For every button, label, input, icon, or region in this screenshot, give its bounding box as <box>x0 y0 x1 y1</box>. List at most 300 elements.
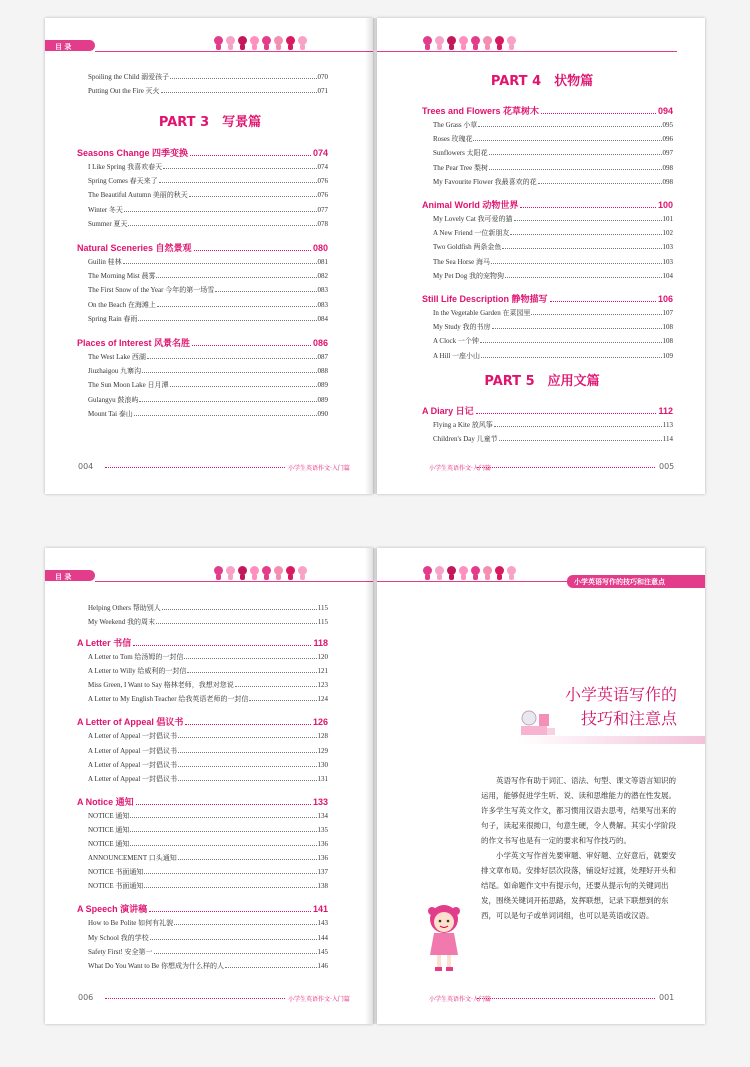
kid-figure <box>237 36 248 50</box>
paragraph: 英语写作有助于词汇、语法、句型、课文等语言知识的运用，能够促进学生听、说、读和思维能力的潜在性发展。许多学生写英文作文，都习惯用汉语去思考，结果写出来的句子，读起来很拗口，句意生硬，令人费解。其实小学阶段的作文书写也是有一定的要求和写作技巧的。 <box>481 776 676 845</box>
kid-figure <box>434 566 445 580</box>
toc-entry-title: Sunflowers 太阳花 <box>433 149 488 158</box>
toc-entry-title: Putting Out the Fire 灭火 <box>88 87 160 95</box>
toc-entry <box>433 214 673 224</box>
kids-decoration <box>213 566 313 582</box>
toc-section-title: A Letter of Appeal 倡议书 <box>77 717 184 728</box>
toc-entry-page: 113 <box>662 421 673 429</box>
toc-section-title: Seasons Change 四季变换 <box>77 148 189 158</box>
dot-leader <box>159 182 317 183</box>
toc-entry <box>88 271 328 281</box>
kid-figure <box>273 36 284 50</box>
kids-decoration <box>213 36 313 52</box>
toc-entry-page: 145 <box>317 947 328 956</box>
kid-figure <box>297 566 308 580</box>
toc-entry <box>88 395 328 405</box>
toc-section <box>77 795 328 808</box>
toc-entry-page: 120 <box>317 653 328 661</box>
toc-entry-title: Helping Others 帮助别人 <box>88 604 161 612</box>
dot-leader <box>494 426 662 427</box>
kid-figure <box>285 566 296 580</box>
toc-entry-page: 131 <box>317 774 328 783</box>
toc-tab-label: 目 录 <box>55 573 72 581</box>
toc-entry <box>88 314 328 324</box>
footer-title: 小学生英语作文·入门篇 <box>288 996 350 1003</box>
toc-entry-title: In the Vegetable Garden 在菜园里 <box>433 309 531 317</box>
toc-entry-title: Spoiling the Child 溺爱孩子 <box>88 73 170 81</box>
toc-entry <box>433 134 673 144</box>
dot-leader <box>130 845 316 846</box>
kid-figure <box>422 566 433 580</box>
page-number: 005 <box>659 462 675 471</box>
toc-section-title: A Diary 日记 <box>422 406 474 416</box>
dot-leader <box>476 413 657 414</box>
toc-entry-title: NOTICE 通知 <box>88 825 130 834</box>
toc-entry-title: NOTICE 书面通知 <box>88 882 144 891</box>
toc-entry-page: 107 <box>662 309 673 317</box>
dot-leader <box>187 672 316 673</box>
toc-section-page: 100 <box>657 200 673 210</box>
toc-entry-title: The First Snow of the Year 今年的第一场雪 <box>88 286 215 295</box>
toc-entry-page: 109 <box>662 351 673 360</box>
kid-body <box>288 574 293 580</box>
body-text <box>481 773 677 923</box>
dot-leader <box>174 924 316 925</box>
toc-entry-title: Summer 夏天 <box>88 219 128 228</box>
toc-section-title: Animal World 动物世界 <box>422 200 519 210</box>
dot-leader <box>149 911 311 912</box>
toc-entry-page: 076 <box>317 177 328 186</box>
footer-rule <box>477 998 655 999</box>
kid-figure <box>446 566 457 580</box>
kid-figure <box>470 36 481 50</box>
header-rule <box>377 581 567 582</box>
toc-entry-page: 077 <box>317 205 328 214</box>
chapter-title <box>487 683 677 731</box>
toc-entry-title: The Sea Horse 海马 <box>433 257 490 266</box>
toc-section-page: 118 <box>313 638 328 648</box>
toc-entry <box>433 336 673 346</box>
toc-section-page: 106 <box>657 294 673 304</box>
kid-figure <box>213 36 224 50</box>
toc-entry-title: A New Friend 一位新朋友 <box>433 229 510 238</box>
dot-leader <box>156 277 316 278</box>
dot-leader <box>473 140 661 141</box>
toc-tab-label: 目 录 <box>55 43 72 51</box>
dot-leader <box>502 248 661 249</box>
toc-entry-page: 070 <box>317 73 328 81</box>
page-004 <box>45 18 373 494</box>
toc-section <box>77 902 328 915</box>
dot-leader <box>510 234 661 235</box>
toc-section-title: Natural Sceneries 自然景观 <box>77 243 192 253</box>
toc-entry-title: My Study 我的书房 <box>433 323 491 332</box>
kid-figure <box>470 566 481 580</box>
dot-leader <box>144 887 316 888</box>
toc-entry <box>88 72 328 82</box>
dot-leader <box>163 168 316 169</box>
toc-entry-title: Miss Green, I Want to Say 格林老师，我想对您说 <box>88 681 234 690</box>
toc-section <box>422 292 673 305</box>
kid-body <box>300 44 305 50</box>
part-heading: PART 3 写景篇 <box>158 115 262 130</box>
toc-entry-page: 108 <box>662 337 673 346</box>
toc-entry-title: My School 我的学校 <box>88 933 149 942</box>
dot-leader <box>478 126 661 127</box>
toc-entry-title: Jiuzhaigou 九寨沟 <box>88 367 142 376</box>
toc-entry-title: A Letter of Appeal 一封倡议书 <box>88 732 178 741</box>
toc-entry <box>88 86 328 96</box>
toc-entry <box>88 746 328 756</box>
toc-entry-page: 115 <box>317 618 328 626</box>
toc-entry-page: 102 <box>662 229 673 238</box>
footer-title: 小学生英语作文·入门篇 <box>429 465 491 472</box>
toc-entry-title: The Beautiful Autumn 美丽的秋天 <box>88 191 188 200</box>
kid-figure <box>482 36 493 50</box>
toc-entry-title: Spring Rain 春雨 <box>88 314 138 323</box>
kid-figure <box>261 36 272 50</box>
kid-body <box>497 44 502 50</box>
toc-entry-title: Winter 冬天 <box>88 205 123 214</box>
dot-leader <box>178 737 316 738</box>
kid-body <box>461 574 466 580</box>
dot-leader <box>154 953 317 954</box>
toc-section-page: 112 <box>658 406 673 416</box>
toc-entry-title: A Hill 一座小山 <box>433 351 481 360</box>
toc-entry-title: ANNOUNCEMENT 口头通知 <box>88 854 177 863</box>
dot-leader <box>138 320 316 321</box>
toc-entry <box>88 603 328 613</box>
toc-entry <box>88 811 328 821</box>
dot-leader <box>190 155 311 156</box>
toc-entry <box>88 409 328 419</box>
toc-entry <box>88 300 328 310</box>
toc-section-title: Trees and Flowers 花草树木 <box>422 106 540 116</box>
page-006 <box>45 548 373 1024</box>
page-number: 001 <box>659 993 675 1002</box>
footer-rule <box>477 467 655 468</box>
toc-entry <box>88 947 328 957</box>
toc-section-page: 086 <box>312 338 328 348</box>
page-number: 004 <box>78 462 94 471</box>
toc-section-title: A Notice 通知 <box>77 796 134 807</box>
kid-body <box>264 574 269 580</box>
dot-leader <box>184 658 316 659</box>
toc-entry-page: 089 <box>317 381 328 390</box>
dot-leader <box>157 306 317 307</box>
kid-figure <box>434 36 445 50</box>
part-heading: PART 4 状物篇 <box>490 74 594 89</box>
dot-leader <box>235 686 317 687</box>
dot-leader <box>130 817 316 818</box>
kid-figure <box>273 566 284 580</box>
toc-entry <box>433 434 673 444</box>
toc-entry-title: A Letter to My English Teacher 给我英语老师的一封信 <box>88 695 249 704</box>
toc-entry-title: The West Lake 西湖 <box>88 353 146 361</box>
toc-entry-title: What Do You Want to Be 你想成为什么样的人 <box>88 961 225 970</box>
dot-leader <box>489 169 661 170</box>
kid-body <box>509 44 514 50</box>
kid-body <box>509 574 514 580</box>
kid-figure <box>482 566 493 580</box>
dot-leader <box>514 220 662 221</box>
kid-body <box>485 574 490 580</box>
toc-entry-page: 095 <box>662 121 673 129</box>
toc-entry-page: 124 <box>317 695 328 704</box>
header-rule <box>95 581 373 582</box>
dot-leader <box>133 645 311 646</box>
dot-leader <box>130 831 316 832</box>
toc-entry-page: 134 <box>317 811 328 820</box>
toc-section <box>77 636 328 649</box>
toc-entry <box>433 242 673 252</box>
toc-entry <box>88 694 328 704</box>
toc-entry <box>433 351 673 361</box>
toc-entry <box>433 148 673 158</box>
kid-figure <box>225 566 236 580</box>
toc-entry-page: 090 <box>317 409 328 418</box>
footer-rule <box>105 467 285 468</box>
kid-body <box>252 44 257 50</box>
toc-section-title: Places of Interest 风景名胜 <box>77 338 191 348</box>
toc-entry-title: My Favourite Flower 我最喜欢的花 <box>433 177 537 186</box>
toc-entry <box>433 163 673 173</box>
kid-figure <box>422 36 433 50</box>
toc-entry-page: 137 <box>317 868 328 877</box>
toc-entry-page: 098 <box>662 177 673 186</box>
dot-leader <box>185 724 311 725</box>
toc-entry-page: 129 <box>317 746 328 755</box>
kid-figure <box>458 36 469 50</box>
toc-section-page: 126 <box>312 717 328 728</box>
toc-entry-page: 128 <box>317 732 328 741</box>
toc-entry-title: A Clock 一个钟 <box>433 337 479 346</box>
toc-entry <box>88 666 328 676</box>
toc-entry <box>88 617 328 627</box>
toc-entry <box>433 228 673 238</box>
dot-leader <box>178 752 316 753</box>
toc-entry-title: A Letter to Tom 给汤姆的一封信 <box>88 653 184 661</box>
toc-entry <box>88 380 328 390</box>
footer-title: 小学生英语作文·入门篇 <box>288 465 350 472</box>
toc-entry <box>433 120 673 130</box>
toc-entry-title: The Morning Mist 晨雾 <box>88 272 156 281</box>
kid-figure <box>506 566 517 580</box>
kid-body <box>252 574 257 580</box>
kid-body <box>485 44 490 50</box>
kid-body <box>288 44 293 50</box>
toc-entry <box>88 731 328 741</box>
dot-leader <box>481 357 661 358</box>
toc-section <box>77 241 328 254</box>
dot-leader <box>136 804 311 805</box>
dot-leader <box>124 211 317 212</box>
dot-leader <box>150 939 317 940</box>
toc-entry-page: 089 <box>317 395 328 404</box>
kid-figure <box>494 566 505 580</box>
toc-entry-title: A Letter to Willy 给威利的一封信 <box>88 667 187 676</box>
kid-figure <box>225 36 236 50</box>
toc-entry-title: I Like Spring 我喜欢春天 <box>88 163 163 171</box>
toc-entry-title: My Pet Dog 我的宠物狗 <box>433 271 504 280</box>
toc-entry-page: 108 <box>662 323 673 332</box>
kid-body <box>264 44 269 50</box>
toc-section-title: A Speech 演讲稿 <box>77 904 148 915</box>
dot-leader <box>215 291 316 292</box>
dot-leader <box>491 263 662 264</box>
toc-section-page: 080 <box>312 243 328 253</box>
page-001 <box>377 548 705 1024</box>
toc-entry-title: Gulangyu 鼓浪屿 <box>88 395 139 404</box>
kid-figure <box>285 36 296 50</box>
dot-leader <box>249 700 316 701</box>
toc-entry-page: 097 <box>662 149 673 158</box>
kid-body <box>300 574 305 580</box>
toc-entry-page: 143 <box>317 919 328 928</box>
dot-leader <box>194 250 311 251</box>
dot-leader <box>139 401 316 402</box>
toc-entry <box>88 366 328 376</box>
toc-entry <box>433 257 673 267</box>
toc-entry <box>88 680 328 690</box>
toc-entry-page: 078 <box>317 219 328 228</box>
footer-title: 小学生英语作文·入门篇 <box>429 996 491 1003</box>
kids-decoration <box>422 566 522 582</box>
dot-leader <box>178 780 316 781</box>
dot-leader <box>178 766 316 767</box>
toc-entry-title: Guilin 桂林 <box>88 258 122 266</box>
toc-section-title: Still Life Description 静物描写 <box>422 294 548 304</box>
toc-entry-page: 096 <box>662 135 673 144</box>
dot-leader <box>550 301 656 302</box>
toc-entry <box>88 867 328 877</box>
toc-section-title: A Letter 书信 <box>77 638 132 648</box>
kid-figure <box>237 566 248 580</box>
kid-figure <box>494 36 505 50</box>
kid-body <box>449 574 454 580</box>
kid-body <box>437 574 442 580</box>
toc-entry-title: A Letter of Appeal 一封倡议书 <box>88 746 178 755</box>
toc-entry-title: My Weekend 我的周末 <box>88 618 155 626</box>
toc-entry-page: 076 <box>317 191 328 200</box>
kid-body <box>461 44 466 50</box>
girl-illustration <box>425 903 463 975</box>
toc-section-page: 094 <box>657 106 673 116</box>
kid-figure <box>249 36 260 50</box>
kid-body <box>276 44 281 50</box>
toc-entry-title: How to Be Polite 如何有礼貌 <box>88 919 174 928</box>
toc-entry-page: 135 <box>317 825 328 834</box>
kid-body <box>473 574 478 580</box>
toc-entry-title: My Lovely Cat 我可爱的猫 <box>433 215 513 223</box>
toc-entry <box>433 177 673 187</box>
toc-entry <box>88 881 328 891</box>
toc-entry-page: 121 <box>317 667 328 676</box>
toc-entry <box>88 825 328 835</box>
toc-entry-title: A Letter of Appeal 一封倡议书 <box>88 774 178 783</box>
toc-entry <box>88 652 328 662</box>
dot-leader <box>128 225 316 226</box>
kid-figure <box>458 566 469 580</box>
toc-section-page: 074 <box>312 148 328 158</box>
dot-leader <box>147 358 317 359</box>
toc-entry-title: Spring Comes 春天来了 <box>88 177 158 186</box>
part-heading: PART 5 应用文篇 <box>484 374 600 389</box>
dot-leader <box>480 342 662 343</box>
chapter-title-line1: 小学英语写作的 <box>564 685 677 704</box>
dot-leader <box>192 345 311 346</box>
toc-entry-page: 071 <box>317 87 328 95</box>
toc-entry-page: 114 <box>662 435 673 444</box>
chapter-title-line2: 技巧和注意点 <box>580 709 677 728</box>
toc-entry <box>88 774 328 784</box>
toc-section-page: 133 <box>312 796 328 807</box>
kid-body <box>240 44 245 50</box>
toc-entry-title: Children's Day 儿童节 <box>433 435 498 444</box>
toc-entry-title: The Grass 小草 <box>433 121 478 129</box>
toc-entry-page: 130 <box>317 760 328 769</box>
dot-leader <box>178 859 317 860</box>
toc-entry-page: 083 <box>317 300 328 309</box>
toc-entry-page: 115 <box>317 604 328 612</box>
kid-body <box>228 44 233 50</box>
tips-tab-label: 小学英语写作的技巧和注意点 <box>574 578 665 586</box>
kid-body <box>425 44 430 50</box>
kid-body <box>437 44 442 50</box>
toc-entry-title: A Letter of Appeal 一封倡议书 <box>88 760 178 769</box>
dot-leader <box>123 263 317 264</box>
toc-entry <box>88 176 328 186</box>
dot-leader <box>156 623 317 624</box>
kid-figure <box>297 36 308 50</box>
dot-leader <box>170 78 316 79</box>
toc-entry-page: 088 <box>317 367 328 376</box>
toc-section <box>77 715 328 728</box>
kids-decoration <box>422 36 522 52</box>
kid-figure <box>261 566 272 580</box>
toc-entry-title: The Sun Moon Lake 日月潭 <box>88 381 169 390</box>
toc-entry-title: Two Goldfish 两条金鱼 <box>433 243 502 252</box>
toc-entry <box>88 190 328 200</box>
kid-body <box>216 44 221 50</box>
toc-entry <box>88 961 328 971</box>
dot-leader <box>170 386 317 387</box>
dot-leader <box>531 314 661 315</box>
toc-entry-page: 144 <box>317 933 328 942</box>
toc-entry <box>433 322 673 332</box>
toc-entry-page: 104 <box>662 271 673 280</box>
toc-section <box>422 198 673 211</box>
kid-body <box>216 574 221 580</box>
toc-entry-title: On the Beach 在海滩上 <box>88 300 156 309</box>
toc-entry <box>88 933 328 943</box>
toc-entry <box>88 205 328 215</box>
toc-entry-title: Mount Tai 泰山 <box>88 409 133 418</box>
page-005 <box>377 18 705 494</box>
toc-entry-page: 103 <box>662 257 673 266</box>
dot-leader <box>161 92 317 93</box>
toc-section <box>422 404 673 417</box>
dot-leader <box>142 372 316 373</box>
toc-entry <box>88 219 328 229</box>
dot-leader <box>189 196 317 197</box>
toc-entry-title: Roses 玫瑰花 <box>433 135 473 144</box>
toc-entry-page: 103 <box>662 243 673 252</box>
toc-entry <box>433 308 673 318</box>
toc-entry-page: 081 <box>317 258 328 266</box>
toc-entry <box>88 257 328 267</box>
kid-body <box>276 574 281 580</box>
